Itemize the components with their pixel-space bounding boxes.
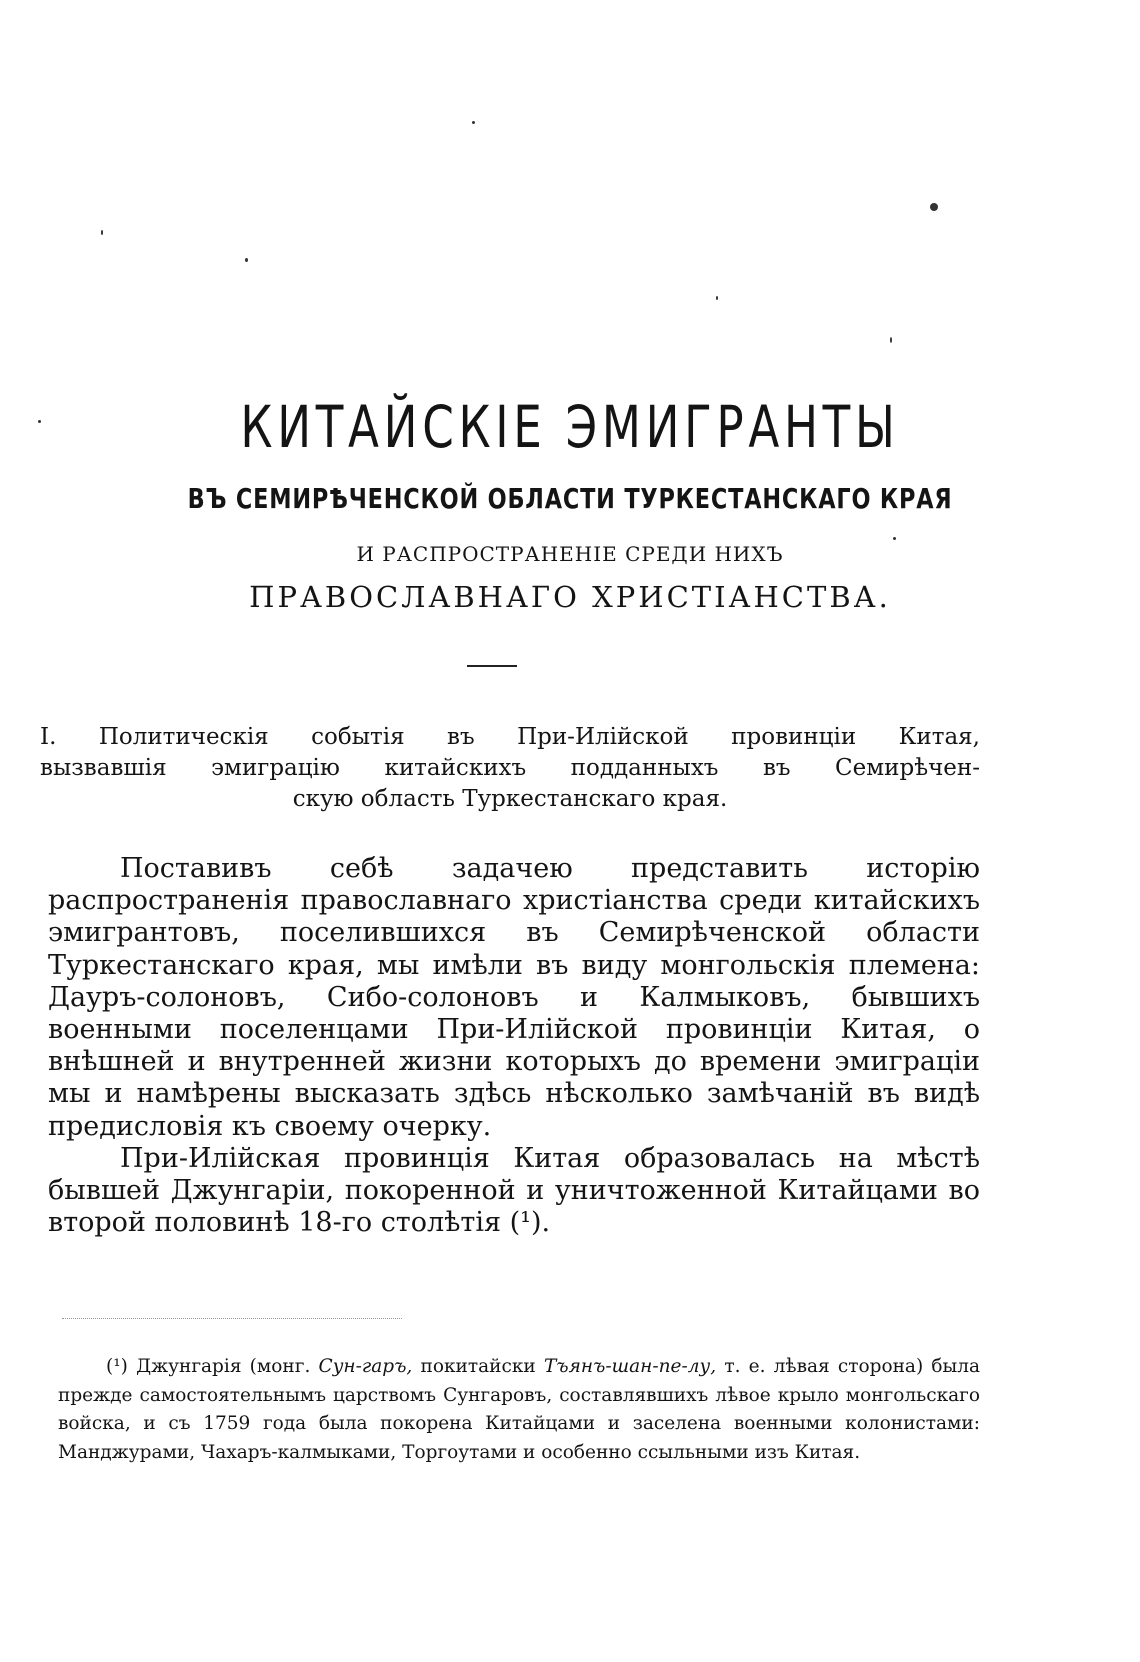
scan-speck (472, 121, 475, 124)
section-heading (40, 722, 980, 815)
title-divider (467, 665, 517, 667)
scan-speck (38, 420, 41, 423)
footnote (58, 1353, 980, 1467)
scan-speck (890, 337, 892, 343)
footnote-text: т. е. лѣвая сторона) была прежде самостоятельнымъ царствомъ Сунгаровъ, составлявшихъ лѣвое крыло монгольскаго войска, и съ 1759 года была покорена Китайцами и заселена военными колонистами: Манджурами, Чахаръ-калмыками, Торгоутами и особенно ссыльными изъ Китая. (58, 1356, 980, 1463)
scan-speck (930, 203, 938, 211)
footnote-divider (62, 1318, 402, 1319)
scan-speck (893, 537, 896, 540)
footnote-term: Тъянъ-шан-пе-лу, (543, 1356, 717, 1377)
scan-speck (716, 296, 718, 300)
body-paragraph: При-Илійская провинція Китая образовалась на мѣстѣ бывшей Джунгаріи, покоренной и уничтоженной Китайцами во второй половинѣ 18-го столѣтія (¹). (48, 1142, 980, 1239)
footnote-marker: (¹) (106, 1356, 128, 1377)
footnote-paragraph (58, 1353, 980, 1467)
section-heading-line: скую область Туркестанскаго края. (292, 786, 728, 812)
footnote-text: покитайски (420, 1356, 536, 1377)
scan-speck (101, 230, 103, 235)
title-subtitle-connector: И РАСПРОСТРАНЕНІЕ СРЕДИ НИХЪ (356, 542, 784, 566)
title-subtitle-region: ВЪ СЕМИРѢЧЕНСКОЙ ОБЛАСТИ ТУРКЕСТАНСКАГО КРАЯ (187, 482, 953, 515)
footnote-term: Сун-гаръ, (318, 1356, 413, 1377)
section-heading-line: вызвавшія эмиграцію китайскихъ подданныхъ въ Семирѣчен- (40, 755, 980, 781)
body-text (48, 853, 980, 1239)
scan-speck (245, 258, 248, 262)
page-title: КИТАЙСКІЕ ЭМИГРАНТЫ (240, 393, 900, 461)
footnote-text: Джунгарія (монг. (136, 1356, 311, 1377)
title-subtitle-topic: ПРАВОСЛАВНАГО ХРИСТІАНСТВА. (249, 580, 891, 614)
body-paragraph: Поставивъ себѣ задачею представить исторію распространенія православнаго христіанства среди китайскихъ эмигрантовъ, поселившихся въ Семирѣченской области Туркестанскаго края, мы имѣли въ виду монгольскія племена: Дауръ-солоновъ, Сибо-солоновъ и Калмыковъ, бывшихъ военными поселенцами При-Илійской провинціи Китая, о внѣшней и внутренней жизни которыхъ до времени эмиграціи мы и намѣрены высказать здѣсь нѣсколько замѣчаній въ видѣ предисловія къ своему очерку. (48, 853, 980, 1142)
section-heading-line: I. Политическія событія въ При-Илійской провинціи Китая, (40, 724, 980, 750)
